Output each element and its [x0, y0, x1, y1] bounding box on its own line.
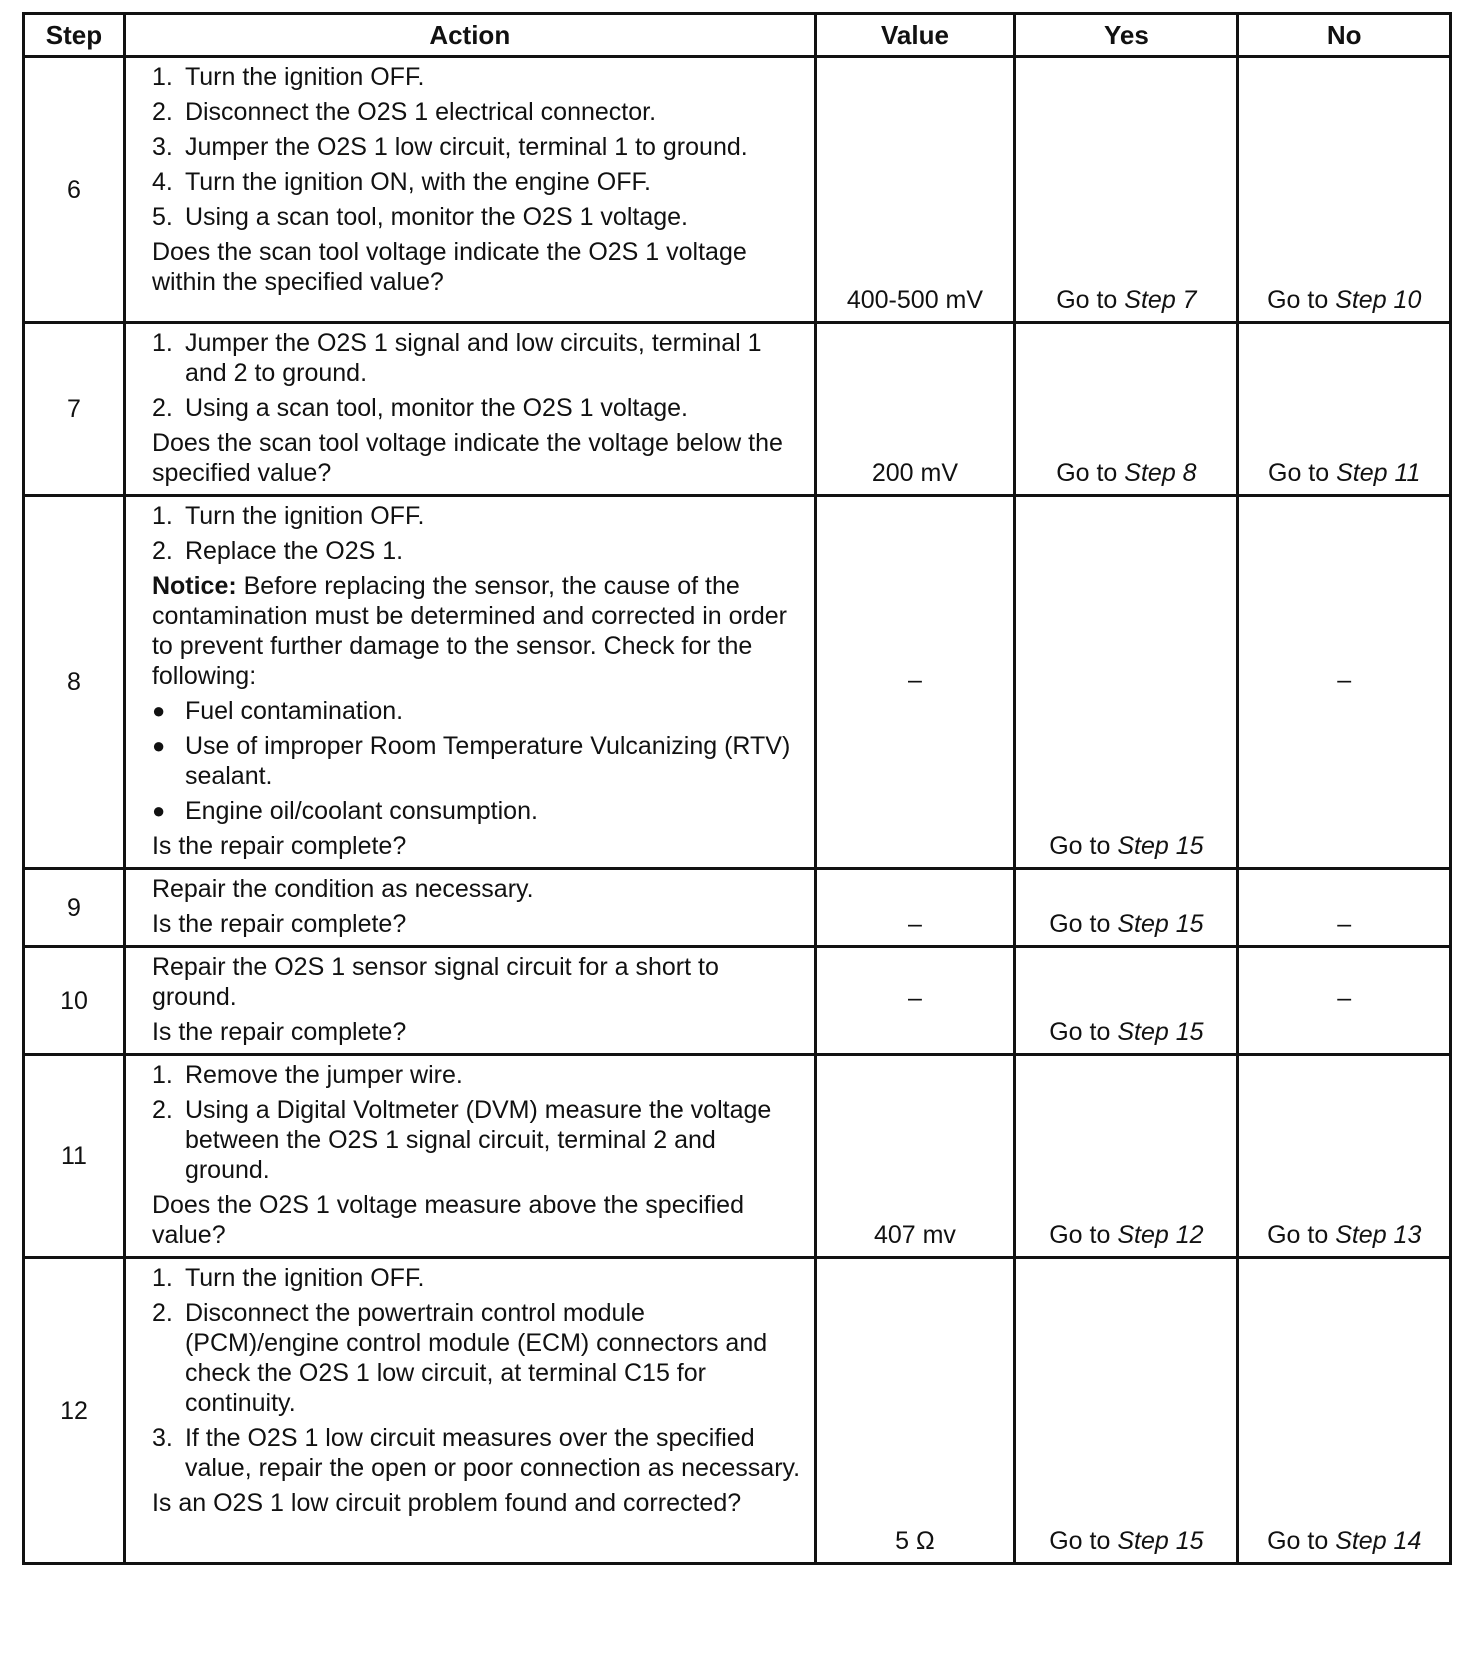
- item-text: Turn the ignition ON, with the engine OFF.: [184, 168, 651, 196]
- item-number: 1.: [151, 502, 173, 530]
- step-number: 10: [24, 947, 125, 1055]
- item-number: 1.: [151, 1061, 173, 1089]
- value-cell: 200 mV: [815, 323, 1015, 496]
- notice-paragraph: [152, 571, 804, 691]
- action-text: Repair the O2S 1 sensor signal circuit for a short to ground.: [151, 953, 719, 1011]
- no-step-link: Step 13: [1335, 1221, 1422, 1249]
- item-number: 3.: [151, 133, 173, 161]
- item-number: 3.: [151, 1424, 173, 1452]
- no-cell: [1238, 57, 1451, 323]
- header-yes: Yes: [1015, 14, 1238, 57]
- item-text: If the O2S 1 low circuit measures over the specified value, repair the open or poor connection as necessary.: [184, 1424, 801, 1482]
- item-number: 2.: [151, 394, 173, 422]
- yes-step-link: Step 15: [1117, 832, 1204, 860]
- table-row: [24, 869, 1451, 947]
- no-cell: –: [1238, 947, 1451, 1055]
- action-cell: [124, 496, 815, 869]
- item-text: Turn the ignition OFF.: [184, 63, 425, 91]
- item-text: Jumper the O2S 1 signal and low circuits, terminal 1 and 2 to ground.: [184, 329, 762, 387]
- action-cell: [124, 1258, 815, 1564]
- no-cell: [1238, 323, 1451, 496]
- item-number: 2.: [151, 537, 173, 565]
- value-cell: –: [815, 496, 1015, 869]
- action-cell: [124, 869, 815, 947]
- go-to-label: Go to: [1268, 459, 1330, 487]
- value-cell: 400-500 mV: [815, 57, 1015, 323]
- no-cell: [1238, 1258, 1451, 1564]
- step-number: 11: [24, 1055, 125, 1258]
- action-cell: [124, 947, 815, 1055]
- yes-step-link: Step 15: [1117, 910, 1204, 938]
- yes-cell: [1015, 1055, 1238, 1258]
- diagnostic-table: [22, 12, 1452, 1565]
- item-text: Disconnect the O2S 1 electrical connector.: [184, 98, 657, 126]
- bullet-icon: ●: [151, 698, 166, 723]
- bullet-text: Use of improper Room Temperature Vulcanizing (RTV) sealant.: [184, 732, 791, 790]
- question-text: Is the repair complete?: [151, 832, 407, 860]
- yes-step-link: Step 15: [1117, 1527, 1204, 1555]
- item-number: 2.: [151, 1299, 173, 1327]
- go-to-label: Go to: [1049, 910, 1111, 938]
- item-number: 1.: [151, 329, 173, 357]
- question-text: Does the scan tool voltage indicate the voltage below the specified value?: [151, 429, 783, 487]
- value-cell: –: [815, 869, 1015, 947]
- header-step: Step: [24, 14, 125, 57]
- no-step-link: Step 10: [1335, 286, 1422, 314]
- item-text: Jumper the O2S 1 low circuit, terminal 1 to ground.: [184, 133, 748, 161]
- notice-text: Before replacing the sensor, the cause of the contamination must be determined and corrected in order to prevent further damage to the sensor. Check for the following:: [151, 572, 788, 690]
- table-row: [24, 1055, 1451, 1258]
- bullet-text: Engine oil/coolant consumption.: [184, 797, 538, 825]
- header-value: Value: [815, 14, 1015, 57]
- bullet-icon: ●: [151, 733, 166, 758]
- no-cell: [1238, 1055, 1451, 1258]
- item-number: 2.: [151, 98, 173, 126]
- item-number: 1.: [151, 1264, 173, 1292]
- no-cell: –: [1238, 496, 1451, 869]
- table-row: [24, 323, 1451, 496]
- value-cell: 5 Ω: [815, 1258, 1015, 1564]
- question-text: Does the O2S 1 voltage measure above the specified value?: [151, 1191, 744, 1249]
- go-to-label: Go to: [1056, 459, 1118, 487]
- header-no: No: [1238, 14, 1451, 57]
- yes-cell: [1015, 947, 1238, 1055]
- step-number: 12: [24, 1258, 125, 1564]
- step-number: 6: [24, 57, 125, 323]
- notice-label: Notice:: [151, 572, 237, 600]
- yes-cell: [1015, 1258, 1238, 1564]
- item-number: 2.: [151, 1096, 173, 1124]
- go-to-label: Go to: [1049, 832, 1111, 860]
- step-number: 9: [24, 869, 125, 947]
- yes-cell: [1015, 57, 1238, 323]
- action-cell: [124, 1055, 815, 1258]
- go-to-label: Go to: [1267, 1527, 1329, 1555]
- item-text: Remove the jumper wire.: [184, 1061, 463, 1089]
- bullet-icon: ●: [151, 798, 166, 823]
- yes-step-link: Step 12: [1117, 1221, 1204, 1249]
- yes-step-link: Step 8: [1124, 459, 1197, 487]
- go-to-label: Go to: [1049, 1221, 1111, 1249]
- header-row: [24, 14, 1451, 57]
- yes-cell: [1015, 323, 1238, 496]
- question-text: Does the scan tool voltage indicate the O2S 1 voltage within the specified value?: [151, 238, 747, 296]
- yes-step-link: Step 15: [1117, 1018, 1204, 1046]
- go-to-label: Go to: [1049, 1018, 1111, 1046]
- yes-step-link: Step 7: [1124, 286, 1197, 314]
- item-text: Turn the ignition OFF.: [184, 502, 425, 530]
- step-number: 8: [24, 496, 125, 869]
- action-text: Repair the condition as necessary.: [151, 875, 534, 903]
- action-cell: [124, 57, 815, 323]
- item-text: Using a scan tool, monitor the O2S 1 voltage.: [184, 394, 688, 422]
- question-text: Is the repair complete?: [151, 910, 407, 938]
- question-text: Is an O2S 1 low circuit problem found and corrected?: [151, 1489, 742, 1517]
- yes-cell: [1015, 496, 1238, 869]
- table-row: [24, 1258, 1451, 1564]
- question-text: Is the repair complete?: [151, 1018, 407, 1046]
- item-text: Turn the ignition OFF.: [184, 1264, 425, 1292]
- item-text: Using a Digital Voltmeter (DVM) measure the voltage between the O2S 1 signal circuit, terminal 2 and ground.: [184, 1096, 772, 1184]
- no-step-link: Step 14: [1335, 1527, 1422, 1555]
- header-action: Action: [124, 14, 815, 57]
- table-row: [24, 496, 1451, 869]
- action-cell: [124, 323, 815, 496]
- no-cell: –: [1238, 869, 1451, 947]
- no-step-link: Step 11: [1336, 459, 1421, 487]
- item-text: Using a scan tool, monitor the O2S 1 voltage.: [184, 203, 688, 231]
- item-number: 4.: [151, 168, 173, 196]
- value-cell: 407 mv: [815, 1055, 1015, 1258]
- item-text: Replace the O2S 1.: [184, 537, 404, 565]
- bullet-text: Fuel contamination.: [184, 697, 404, 725]
- value-cell: –: [815, 947, 1015, 1055]
- item-number: 5.: [151, 203, 173, 231]
- table-row: [24, 947, 1451, 1055]
- yes-cell: [1015, 869, 1238, 947]
- step-number: 7: [24, 323, 125, 496]
- table-row: [24, 57, 1451, 323]
- go-to-label: Go to: [1049, 1527, 1111, 1555]
- go-to-label: Go to: [1267, 1221, 1329, 1249]
- item-text: Disconnect the powertrain control module (PCM)/engine control module (ECM) connectors and check the O2S 1 low circuit, at terminal C15 for continuity.: [184, 1299, 768, 1417]
- go-to-label: Go to: [1267, 286, 1329, 314]
- item-number: 1.: [151, 63, 173, 91]
- go-to-label: Go to: [1056, 286, 1118, 314]
